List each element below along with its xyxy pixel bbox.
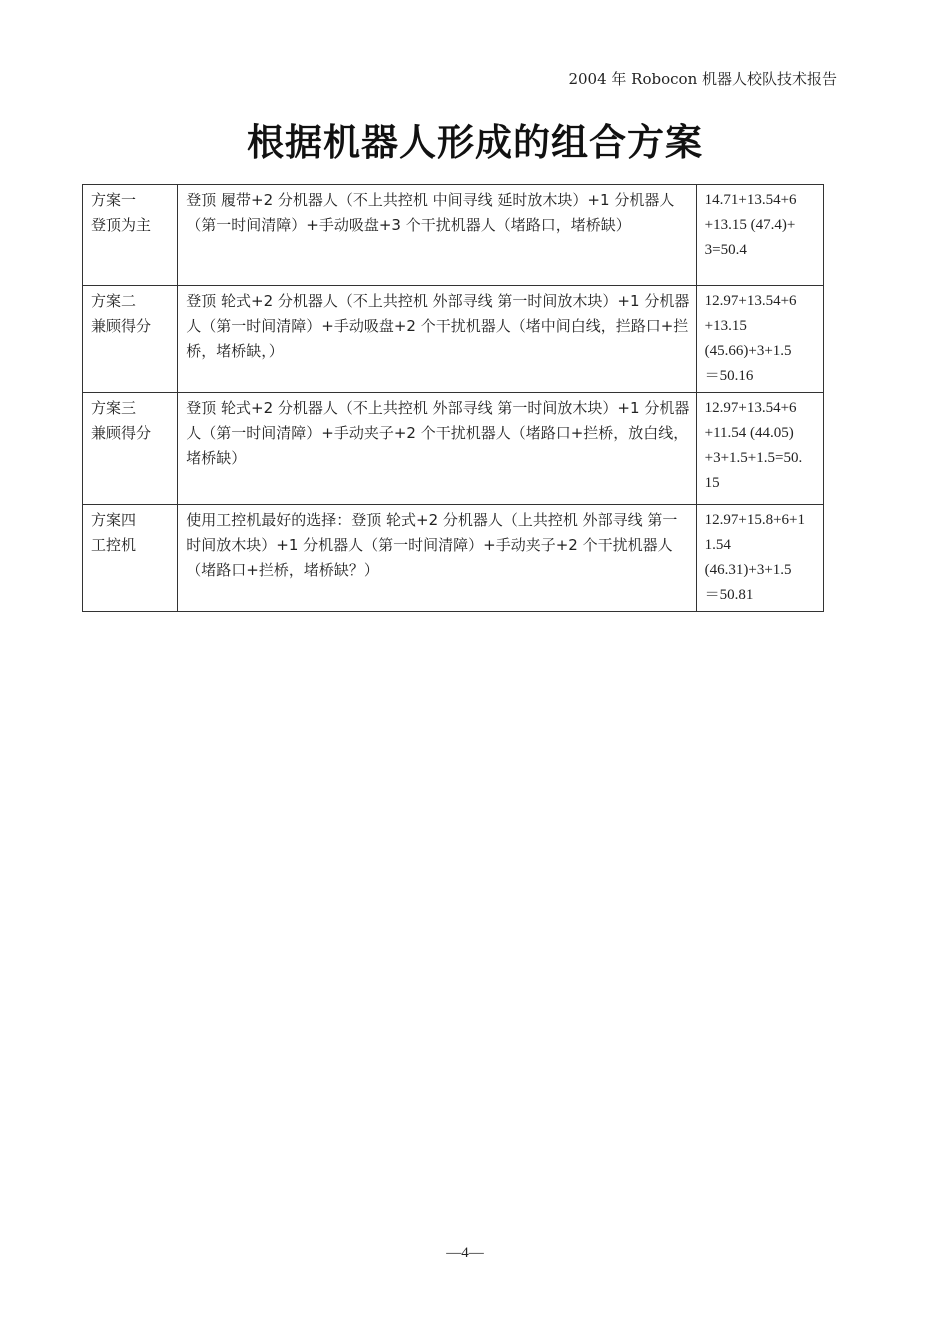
page-number: —4— [446,1245,484,1261]
plan-score-cell [696,393,823,505]
score-line: ＝50.81 [704,587,754,603]
plan-name-cell [83,185,178,286]
plan-name: 方案二 [91,292,137,310]
plan-description: 登顶 轮式+2 分机器人（不上共控机 外部寻线 第一时间放木块）+1 分机器人（第一时间清障）+手动吸盘+2 个干扰机器人（堵中间白线，拦路口+拦桥，堵桥缺，） [178,286,696,393]
plans-table [82,184,824,612]
score-line: 1.54 [704,537,731,553]
plan-focus: 兼顾得分 [91,317,152,335]
plan-name-cell [83,286,178,393]
plan-description: 登顶 履带+2 分机器人（不上共控机 中间寻线 延时放木块）+1 分机器人（第一时间清障）+手动吸盘+3 个干扰机器人（堵路口，堵桥缺） [178,185,696,286]
score-line: 3=50.4 [704,242,747,258]
score-line: +3+1.5+1.5=50. [704,450,803,466]
score-line: +13.15 (47.4)+ [704,217,796,233]
table-row [83,185,824,286]
plan-focus: 工控机 [91,536,137,554]
plan-name: 方案四 [91,511,137,529]
plan-name: 方案三 [91,399,137,417]
score-line: 12.97+13.54+6 [704,293,797,309]
plan-description: 登顶 轮式+2 分机器人（不上共控机 外部寻线 第一时间放木块）+1 分机器人（第一时间清障）+手动夹子+2 个干扰机器人（堵路口+拦桥，放白线，堵桥缺） [178,393,696,505]
table-row [83,286,824,393]
score-line: ＝50.16 [704,368,754,384]
page-title: 根据机器人形成的组合方案 [247,120,703,164]
running-header: 2004 年 Robocon 机器人校队技术报告 [568,70,837,88]
score-line: 12.97+13.54+6 [704,400,797,416]
score-line: +13.15 [704,318,747,334]
plan-name-cell [83,505,178,612]
score-line: (45.66)+3+1.5 [704,343,792,359]
score-line: 14.71+13.54+6 [704,192,797,208]
plan-score-cell [696,286,823,393]
plan-name: 方案一 [91,191,137,209]
table-row [83,505,824,612]
plan-focus: 兼顾得分 [91,424,152,442]
table-row [83,393,824,505]
plan-description: 使用工控机最好的选择：登顶 轮式+2 分机器人（上共控机 外部寻线 第一时间放木块）+1 分机器人（第一时间清障）+手动夹子+2 个干扰机器人（堵路口+拦桥，堵桥缺？） [178,505,696,612]
plan-focus: 登顶为主 [91,216,152,234]
score-line: 12.97+15.8+6+1 [704,512,806,528]
score-line: 15 [704,475,720,491]
plan-score-cell [696,185,823,286]
score-line: (46.31)+3+1.5 [704,562,792,578]
plan-name-cell [83,393,178,505]
plan-score-cell [696,505,823,612]
score-line: +11.54 (44.05) [704,425,794,441]
